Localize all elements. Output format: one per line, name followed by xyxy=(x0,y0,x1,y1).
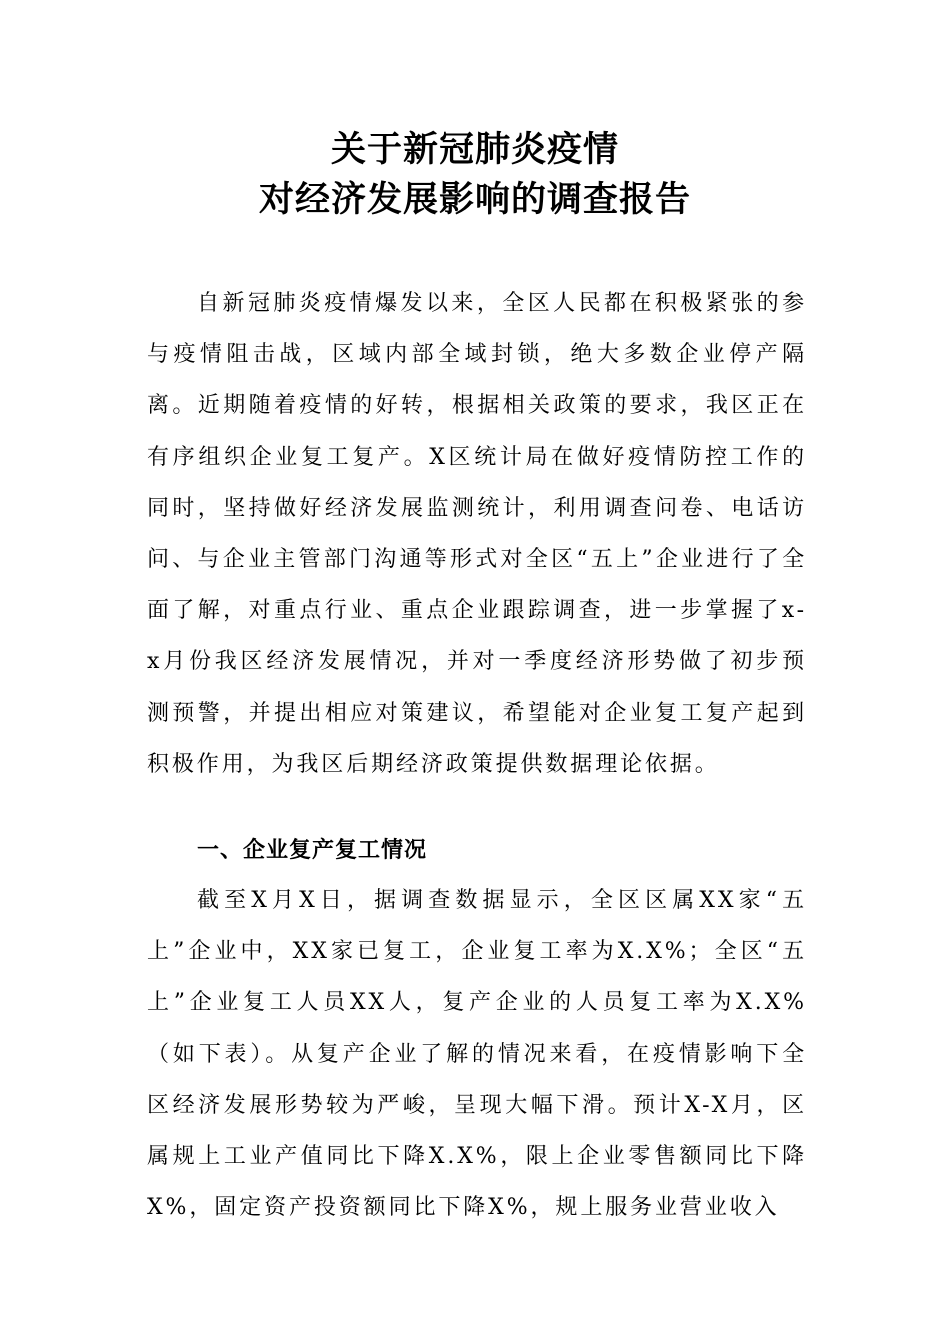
document-title-line-1: 关于新冠肺炎疫情 xyxy=(330,130,619,170)
document-title-line-2: 对经济发展影响的调查报告 xyxy=(258,180,691,220)
section-1-paragraph: 截至X月X日，据调查数据显示，全区区属XX家“五上”企业中，XX家已复工，企业复工率为X.X%；全区“五上”企业复工人员XX人，复产企业的人员复工率为X.X%（如下表）。从复产企业了解的情况来看，在疫情影响下全区经济发展形势较为严峻，呈现大幅下滑。预计X-X月，区属规上工业产值同比下降X.X%，限上企业零售额同比下降X%，固定资产投资额同比下降X%，规上服务业营业收入 xyxy=(147,888,807,1221)
section-1-heading: 一、企业复产复工情况 xyxy=(197,838,428,863)
intro-paragraph: 自新冠肺炎疫情爆发以来，全区人民都在积极紧张的参与疫情阻击战，区域内部全域封锁，绝大多数企业停产隔离。近期随着疫情的好转，根据相关政策的要求，我区正在有序组织企业复工复产。X区统计局在做好疫情防控工作的同时，坚持做好经济发展监测统计，利用调查问卷、电话访问、与企业主管部门沟通等形式对全区“五上”企业进行了全面了解，对重点行业、重点企业跟踪调查，进一步掌握了x-x月份我区经济发展情况，并对一季度经济形势做了初步预测预警，并提出相应对策建议，希望能对企业复工复产起到积极作用，为我区后期经济政策提供数据理论依据。 xyxy=(147,291,807,777)
